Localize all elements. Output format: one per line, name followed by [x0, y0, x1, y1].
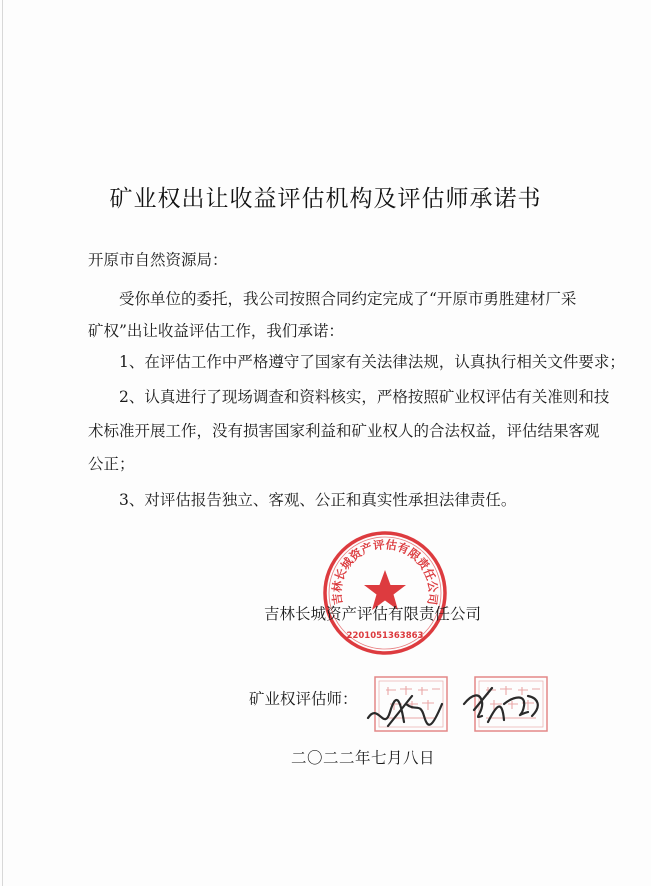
addressee: 开原市自然资源局：: [88, 251, 228, 269]
document-title: 矿业权出让收益评估机构及评估师承诺书: [109, 186, 542, 212]
company-seal: [320, 528, 450, 658]
scan-edge: [2, 0, 3, 886]
commitment-item-2-line-2: 术标准开展工作，没有损害国家利益和矿业权人的合法权益，评估结果客观: [88, 422, 600, 440]
valuer-signature-2: [458, 676, 548, 736]
commitment-item-2-line-3: 公正；: [88, 455, 135, 473]
seal-number: 2201051363863: [346, 631, 424, 641]
document-date: 二〇二二年七月八日: [291, 749, 436, 767]
valuer-signature-1: [360, 682, 450, 742]
seal-arc-text: 吉林长城资产评估有限责任公司: [329, 537, 441, 606]
commitment-item-1: 1、在评估工作中严格遵守了国家有关法律法规，认真执行相关文件要求；: [119, 353, 625, 371]
commitment-item-3: 3、对评估报告独立、客观、公正和真实性承担法律责任。: [119, 491, 517, 509]
valuer-label: 矿业权评估师：: [249, 690, 358, 708]
commitment-item-2-line-1: 2、认真进行了现场调查和资料核实，严格按照矿业权评估有关准则和技: [119, 388, 610, 406]
company-name: 吉林长城资产评估有限责任公司: [264, 605, 482, 623]
paragraph-1-line-2: 矿权”出让收益评估工作，我们承诺：: [88, 322, 344, 340]
paragraph-1-line-1: 受你单位的委托，我公司按照合同约定完成了“开原市勇胜建材厂采: [119, 290, 577, 308]
